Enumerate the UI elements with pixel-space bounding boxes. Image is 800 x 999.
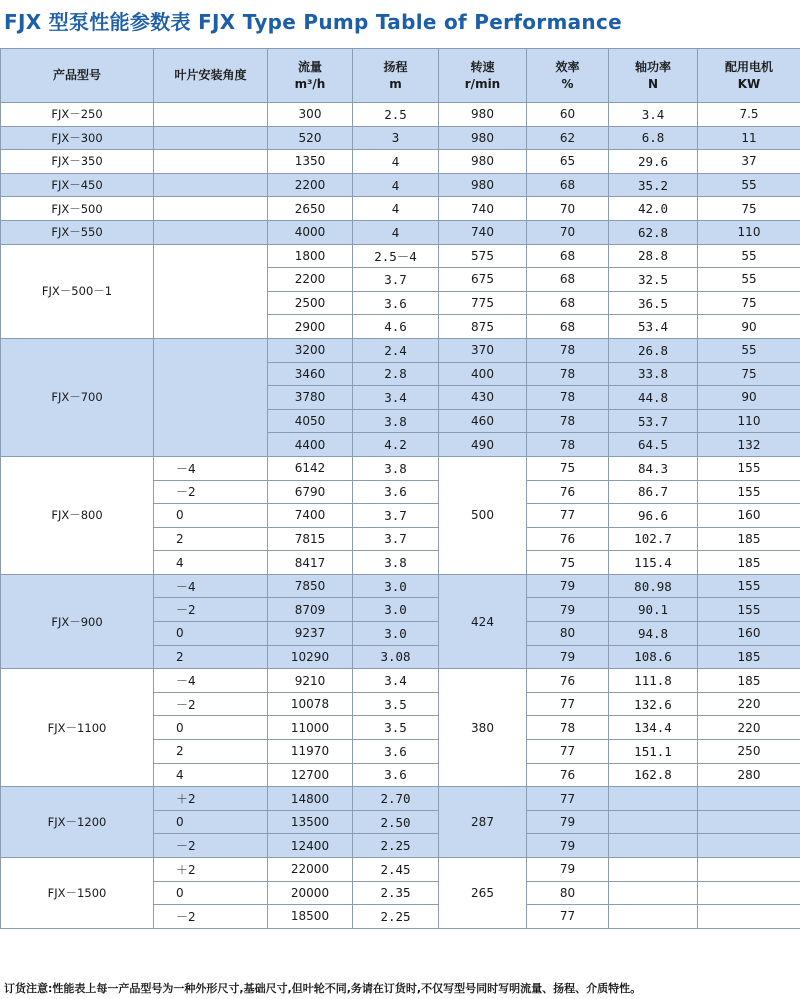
title-chinese: FJX 型泵性能参数表 bbox=[4, 10, 191, 34]
flow-cell: 1800 bbox=[268, 244, 353, 268]
flow-cell: 7400 bbox=[268, 504, 353, 528]
header-head: 扬程 m bbox=[353, 49, 439, 103]
shaft-power-cell: 3.4 bbox=[609, 103, 698, 127]
table-row bbox=[1, 858, 800, 882]
efficiency-cell: 70 bbox=[527, 197, 609, 221]
head-cell: 3.8 bbox=[353, 409, 439, 433]
flow-cell: 520 bbox=[268, 126, 353, 150]
head-cell: 2.50 bbox=[353, 810, 439, 834]
flow-cell: 10290 bbox=[268, 645, 353, 669]
efficiency-cell: 77 bbox=[527, 905, 609, 929]
efficiency-cell: 68 bbox=[527, 244, 609, 268]
shaft-power-cell: 162.8 bbox=[609, 763, 698, 787]
efficiency-cell: 68 bbox=[527, 315, 609, 339]
angle-cell bbox=[154, 338, 268, 456]
head-cell: 3 bbox=[353, 126, 439, 150]
shaft-power-cell bbox=[609, 881, 698, 905]
flow-cell: 4000 bbox=[268, 220, 353, 244]
head-cell: 4.6 bbox=[353, 315, 439, 339]
head-cell: 2.35 bbox=[353, 881, 439, 905]
model-cell: FJX－1100 bbox=[1, 669, 154, 787]
flow-cell: 2200 bbox=[268, 173, 353, 197]
order-note: 订货注意:性能表上每一产品型号为一种外形尺寸,基础尺寸,但叶轮不同,务请在订货时,不仅写型号同时写明流量、扬程、介质特性。 bbox=[4, 982, 642, 995]
efficiency-cell: 78 bbox=[527, 433, 609, 457]
motor-power-cell: 55 bbox=[698, 244, 800, 268]
angle-cell bbox=[154, 173, 268, 197]
shaft-power-cell: 86.7 bbox=[609, 480, 698, 504]
angle-cell bbox=[154, 103, 268, 127]
flow-cell: 3200 bbox=[268, 338, 353, 362]
header-efficiency: 效率 % bbox=[527, 49, 609, 103]
efficiency-cell: 65 bbox=[527, 150, 609, 174]
table-row bbox=[1, 197, 800, 221]
motor-power-cell: 155 bbox=[698, 574, 800, 598]
model-cell: FJX－800 bbox=[1, 456, 154, 574]
speed-cell: 460 bbox=[439, 409, 527, 433]
model-cell: FJX－500－1 bbox=[1, 244, 154, 338]
shaft-power-cell: 32.5 bbox=[609, 268, 698, 292]
shaft-power-cell bbox=[609, 810, 698, 834]
angle-cell: 0 bbox=[154, 881, 268, 905]
table-row bbox=[1, 244, 800, 268]
shaft-power-cell: 53.7 bbox=[609, 409, 698, 433]
head-cell: 3.0 bbox=[353, 574, 439, 598]
head-cell: 2.25 bbox=[353, 905, 439, 929]
speed-cell: 380 bbox=[439, 669, 527, 787]
motor-power-cell: 55 bbox=[698, 268, 800, 292]
flow-cell: 7815 bbox=[268, 527, 353, 551]
speed-cell: 430 bbox=[439, 386, 527, 410]
motor-power-cell: 220 bbox=[698, 716, 800, 740]
head-cell: 2.25 bbox=[353, 834, 439, 858]
angle-cell bbox=[154, 244, 268, 338]
shaft-power-cell: 151.1 bbox=[609, 740, 698, 764]
table-row bbox=[1, 220, 800, 244]
flow-cell: 22000 bbox=[268, 858, 353, 882]
flow-cell: 3780 bbox=[268, 386, 353, 410]
speed-cell: 424 bbox=[439, 574, 527, 668]
flow-cell: 20000 bbox=[268, 881, 353, 905]
efficiency-cell: 78 bbox=[527, 338, 609, 362]
shaft-power-cell: 108.6 bbox=[609, 645, 698, 669]
flow-cell: 2500 bbox=[268, 291, 353, 315]
speed-cell: 575 bbox=[439, 244, 527, 268]
angle-cell: －2 bbox=[154, 834, 268, 858]
efficiency-cell: 77 bbox=[527, 787, 609, 811]
speed-cell: 370 bbox=[439, 338, 527, 362]
efficiency-cell: 76 bbox=[527, 669, 609, 693]
table-header-row bbox=[1, 49, 800, 103]
header-speed: 转速 r/min bbox=[439, 49, 527, 103]
head-cell: 4.2 bbox=[353, 433, 439, 457]
shaft-power-cell: 42.0 bbox=[609, 197, 698, 221]
table-row bbox=[1, 574, 800, 598]
angle-cell: 0 bbox=[154, 810, 268, 834]
speed-cell: 980 bbox=[439, 126, 527, 150]
head-cell: 2.5－4 bbox=[353, 244, 439, 268]
efficiency-cell: 79 bbox=[527, 834, 609, 858]
shaft-power-cell: 53.4 bbox=[609, 315, 698, 339]
flow-cell: 18500 bbox=[268, 905, 353, 929]
angle-cell: －2 bbox=[154, 480, 268, 504]
speed-cell: 980 bbox=[439, 150, 527, 174]
speed-cell: 980 bbox=[439, 103, 527, 127]
head-cell: 4 bbox=[353, 197, 439, 221]
shaft-power-cell: 111.8 bbox=[609, 669, 698, 693]
efficiency-cell: 78 bbox=[527, 386, 609, 410]
table-body bbox=[1, 103, 800, 929]
flow-cell: 8417 bbox=[268, 551, 353, 575]
model-cell: FJX－300 bbox=[1, 126, 154, 150]
motor-power-cell: 75 bbox=[698, 197, 800, 221]
motor-power-cell: 55 bbox=[698, 173, 800, 197]
head-cell: 3.5 bbox=[353, 716, 439, 740]
motor-power-cell: 90 bbox=[698, 386, 800, 410]
efficiency-cell: 80 bbox=[527, 881, 609, 905]
head-cell: 3.0 bbox=[353, 622, 439, 646]
angle-cell: 0 bbox=[154, 622, 268, 646]
shaft-power-cell: 80.98 bbox=[609, 574, 698, 598]
shaft-power-cell: 134.4 bbox=[609, 716, 698, 740]
shaft-power-cell: 6.8 bbox=[609, 126, 698, 150]
model-cell: FJX－700 bbox=[1, 338, 154, 456]
shaft-power-cell: 33.8 bbox=[609, 362, 698, 386]
head-cell: 2.45 bbox=[353, 858, 439, 882]
header-flow: 流量 m³/h bbox=[268, 49, 353, 103]
motor-power-cell: 185 bbox=[698, 669, 800, 693]
flow-cell: 6790 bbox=[268, 480, 353, 504]
head-cell: 2.5 bbox=[353, 103, 439, 127]
efficiency-cell: 76 bbox=[527, 763, 609, 787]
efficiency-cell: 79 bbox=[527, 645, 609, 669]
head-cell: 4 bbox=[353, 220, 439, 244]
flow-cell: 12400 bbox=[268, 834, 353, 858]
flow-cell: 4050 bbox=[268, 409, 353, 433]
angle-cell bbox=[154, 150, 268, 174]
flow-cell: 1350 bbox=[268, 150, 353, 174]
motor-power-cell: 155 bbox=[698, 480, 800, 504]
motor-power-cell: 185 bbox=[698, 551, 800, 575]
motor-power-cell bbox=[698, 787, 800, 811]
head-cell: 3.7 bbox=[353, 268, 439, 292]
head-cell: 3.6 bbox=[353, 763, 439, 787]
motor-power-cell: 185 bbox=[698, 527, 800, 551]
angle-cell bbox=[154, 126, 268, 150]
head-cell: 3.5 bbox=[353, 692, 439, 716]
shaft-power-cell: 84.3 bbox=[609, 456, 698, 480]
angle-cell: －4 bbox=[154, 456, 268, 480]
motor-power-cell: 155 bbox=[698, 598, 800, 622]
motor-power-cell: 160 bbox=[698, 622, 800, 646]
shaft-power-cell bbox=[609, 834, 698, 858]
shaft-power-cell: 102.7 bbox=[609, 527, 698, 551]
flow-cell: 9210 bbox=[268, 669, 353, 693]
motor-power-cell: 250 bbox=[698, 740, 800, 764]
shaft-power-cell: 29.6 bbox=[609, 150, 698, 174]
title-english: FJX Type Pump Table of Performance bbox=[198, 10, 622, 34]
head-cell: 2.8 bbox=[353, 362, 439, 386]
motor-power-cell bbox=[698, 858, 800, 882]
flow-cell: 4400 bbox=[268, 433, 353, 457]
head-cell: 3.6 bbox=[353, 291, 439, 315]
angle-cell: ＋2 bbox=[154, 858, 268, 882]
speed-cell: 287 bbox=[439, 787, 527, 858]
table-row bbox=[1, 173, 800, 197]
motor-power-cell: 220 bbox=[698, 692, 800, 716]
head-cell: 3.0 bbox=[353, 598, 439, 622]
speed-cell: 500 bbox=[439, 456, 527, 574]
motor-power-cell: 132 bbox=[698, 433, 800, 457]
flow-cell: 7850 bbox=[268, 574, 353, 598]
efficiency-cell: 62 bbox=[527, 126, 609, 150]
model-cell: FJX－1500 bbox=[1, 858, 154, 929]
angle-cell: 2 bbox=[154, 645, 268, 669]
head-cell: 4 bbox=[353, 150, 439, 174]
angle-cell: 4 bbox=[154, 763, 268, 787]
table-row bbox=[1, 103, 800, 127]
table-row bbox=[1, 669, 800, 693]
table-row bbox=[1, 150, 800, 174]
flow-cell: 11970 bbox=[268, 740, 353, 764]
model-cell: FJX－1200 bbox=[1, 787, 154, 858]
flow-cell: 2200 bbox=[268, 268, 353, 292]
angle-cell: 0 bbox=[154, 504, 268, 528]
efficiency-cell: 77 bbox=[527, 740, 609, 764]
shaft-power-cell: 64.5 bbox=[609, 433, 698, 457]
angle-cell bbox=[154, 197, 268, 221]
header-motor: 配用电机 KW bbox=[698, 49, 800, 103]
motor-power-cell: 55 bbox=[698, 338, 800, 362]
table-row bbox=[1, 787, 800, 811]
efficiency-cell: 79 bbox=[527, 574, 609, 598]
head-cell: 2.4 bbox=[353, 338, 439, 362]
speed-cell: 740 bbox=[439, 197, 527, 221]
shaft-power-cell: 35.2 bbox=[609, 173, 698, 197]
flow-cell: 300 bbox=[268, 103, 353, 127]
efficiency-cell: 68 bbox=[527, 268, 609, 292]
table-row bbox=[1, 456, 800, 480]
shaft-power-cell: 94.8 bbox=[609, 622, 698, 646]
flow-cell: 9237 bbox=[268, 622, 353, 646]
efficiency-cell: 60 bbox=[527, 103, 609, 127]
efficiency-cell: 78 bbox=[527, 362, 609, 386]
efficiency-cell: 76 bbox=[527, 527, 609, 551]
speed-cell: 675 bbox=[439, 268, 527, 292]
efficiency-cell: 79 bbox=[527, 858, 609, 882]
head-cell: 3.4 bbox=[353, 669, 439, 693]
model-cell: FJX－900 bbox=[1, 574, 154, 668]
angle-cell: 4 bbox=[154, 551, 268, 575]
speed-cell: 980 bbox=[439, 173, 527, 197]
model-cell: FJX－250 bbox=[1, 103, 154, 127]
head-cell: 3.4 bbox=[353, 386, 439, 410]
efficiency-cell: 77 bbox=[527, 692, 609, 716]
flow-cell: 2900 bbox=[268, 315, 353, 339]
header-angle: 叶片安装角度 bbox=[154, 49, 268, 103]
angle-cell: 2 bbox=[154, 527, 268, 551]
table-row bbox=[1, 126, 800, 150]
motor-power-cell: 90 bbox=[698, 315, 800, 339]
flow-cell: 10078 bbox=[268, 692, 353, 716]
shaft-power-cell: 96.6 bbox=[609, 504, 698, 528]
head-cell: 3.6 bbox=[353, 740, 439, 764]
angle-cell: －4 bbox=[154, 574, 268, 598]
header-shaft-power: 轴功率 N bbox=[609, 49, 698, 103]
model-cell: FJX－500 bbox=[1, 197, 154, 221]
head-cell: 2.70 bbox=[353, 787, 439, 811]
motor-power-cell: 11 bbox=[698, 126, 800, 150]
efficiency-cell: 79 bbox=[527, 810, 609, 834]
head-cell: 3.7 bbox=[353, 527, 439, 551]
motor-power-cell: 7.5 bbox=[698, 103, 800, 127]
angle-cell: －2 bbox=[154, 905, 268, 929]
angle-cell: －2 bbox=[154, 692, 268, 716]
flow-cell: 11000 bbox=[268, 716, 353, 740]
performance-table bbox=[0, 48, 800, 929]
table-row bbox=[1, 338, 800, 362]
shaft-power-cell: 62.8 bbox=[609, 220, 698, 244]
speed-cell: 875 bbox=[439, 315, 527, 339]
shaft-power-cell: 132.6 bbox=[609, 692, 698, 716]
model-cell: FJX－450 bbox=[1, 173, 154, 197]
motor-power-cell: 155 bbox=[698, 456, 800, 480]
efficiency-cell: 70 bbox=[527, 220, 609, 244]
angle-cell: 0 bbox=[154, 716, 268, 740]
efficiency-cell: 75 bbox=[527, 551, 609, 575]
motor-power-cell: 75 bbox=[698, 362, 800, 386]
flow-cell: 8709 bbox=[268, 598, 353, 622]
head-cell: 3.8 bbox=[353, 456, 439, 480]
flow-cell: 6142 bbox=[268, 456, 353, 480]
head-cell: 3.08 bbox=[353, 645, 439, 669]
efficiency-cell: 76 bbox=[527, 480, 609, 504]
speed-cell: 265 bbox=[439, 858, 527, 929]
motor-power-cell: 37 bbox=[698, 150, 800, 174]
speed-cell: 740 bbox=[439, 220, 527, 244]
head-cell: 3.7 bbox=[353, 504, 439, 528]
speed-cell: 400 bbox=[439, 362, 527, 386]
motor-power-cell: 280 bbox=[698, 763, 800, 787]
speed-cell: 490 bbox=[439, 433, 527, 457]
shaft-power-cell: 36.5 bbox=[609, 291, 698, 315]
page-title bbox=[4, 6, 622, 35]
efficiency-cell: 77 bbox=[527, 504, 609, 528]
shaft-power-cell bbox=[609, 858, 698, 882]
efficiency-cell: 80 bbox=[527, 622, 609, 646]
shaft-power-cell bbox=[609, 787, 698, 811]
head-cell: 4 bbox=[353, 173, 439, 197]
efficiency-cell: 68 bbox=[527, 291, 609, 315]
head-cell: 3.8 bbox=[353, 551, 439, 575]
shaft-power-cell bbox=[609, 905, 698, 929]
flow-cell: 14800 bbox=[268, 787, 353, 811]
flow-cell: 12700 bbox=[268, 763, 353, 787]
shaft-power-cell: 115.4 bbox=[609, 551, 698, 575]
efficiency-cell: 75 bbox=[527, 456, 609, 480]
efficiency-cell: 78 bbox=[527, 409, 609, 433]
angle-cell: －2 bbox=[154, 598, 268, 622]
shaft-power-cell: 28.8 bbox=[609, 244, 698, 268]
model-cell: FJX－350 bbox=[1, 150, 154, 174]
model-cell: FJX－550 bbox=[1, 220, 154, 244]
efficiency-cell: 79 bbox=[527, 598, 609, 622]
shaft-power-cell: 44.8 bbox=[609, 386, 698, 410]
motor-power-cell: 160 bbox=[698, 504, 800, 528]
motor-power-cell: 110 bbox=[698, 409, 800, 433]
motor-power-cell bbox=[698, 810, 800, 834]
motor-power-cell: 185 bbox=[698, 645, 800, 669]
shaft-power-cell: 26.8 bbox=[609, 338, 698, 362]
angle-cell bbox=[154, 220, 268, 244]
head-cell: 3.6 bbox=[353, 480, 439, 504]
flow-cell: 3460 bbox=[268, 362, 353, 386]
shaft-power-cell: 90.1 bbox=[609, 598, 698, 622]
motor-power-cell bbox=[698, 905, 800, 929]
speed-cell: 775 bbox=[439, 291, 527, 315]
motor-power-cell bbox=[698, 834, 800, 858]
angle-cell: －4 bbox=[154, 669, 268, 693]
angle-cell: ＋2 bbox=[154, 787, 268, 811]
motor-power-cell bbox=[698, 881, 800, 905]
efficiency-cell: 68 bbox=[527, 173, 609, 197]
flow-cell: 2650 bbox=[268, 197, 353, 221]
efficiency-cell: 78 bbox=[527, 716, 609, 740]
header-model: 产品型号 bbox=[1, 49, 154, 103]
motor-power-cell: 110 bbox=[698, 220, 800, 244]
flow-cell: 13500 bbox=[268, 810, 353, 834]
angle-cell: 2 bbox=[154, 740, 268, 764]
motor-power-cell: 75 bbox=[698, 291, 800, 315]
